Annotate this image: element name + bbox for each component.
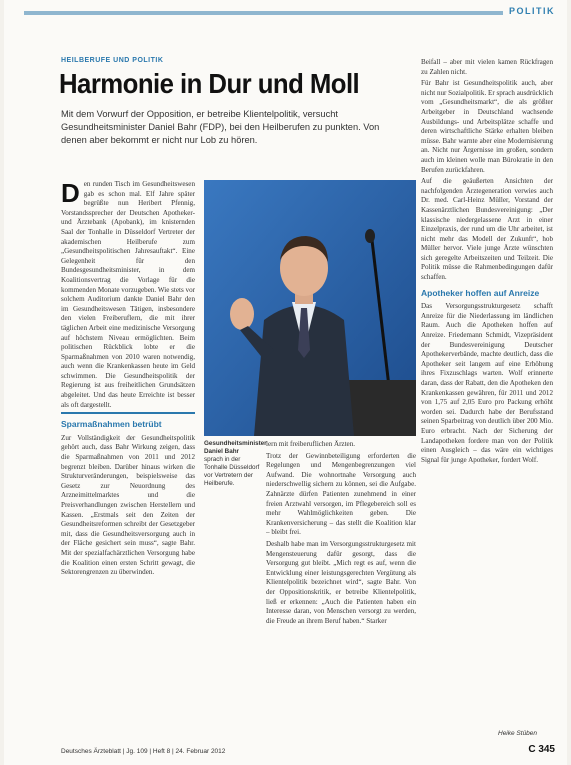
page-number: C 345 bbox=[528, 744, 555, 755]
footer-publication: Deutsches Ärzteblatt | Jg. 109 | Heft 8 | 24. Februar 2012 bbox=[61, 748, 226, 755]
drop-cap: D bbox=[61, 180, 80, 208]
paragraph: lern mit freiberuflichen Ärzten. bbox=[266, 440, 356, 448]
photo-caption bbox=[204, 440, 267, 488]
kicker: HEILBERUFE UND POLITIK bbox=[61, 57, 164, 64]
subheading: Sparmaßnahmen betrübt bbox=[61, 419, 162, 430]
article-column-2 bbox=[266, 440, 416, 740]
section-rule bbox=[24, 11, 503, 15]
separator-rule bbox=[61, 412, 195, 414]
magazine-page bbox=[4, 0, 567, 765]
paragraph: Zur Vollständigkeit der Gesundheitspolitik gehört auch, dass Bahr Wirkung zeigen, dass die Sparmaßnahmen von 2011 und 2012 begrenzt bleiben. Darüber hinaus wirken die Strukturveränderungen, beispielsweise das Gesetz zur Neuordnung des Arzneimittelmarktes und die Preisverhandlungen zwischen Herstellern und Kassen. „Erstmals seit den Zeiten der Gesundheitsreformen schreibt der Gesetzgeber mit, dass die Gesundheitsversorgung auch in der Fläche gesichert sein muss“, sagte Bahr. Mit der spezialfachärztlichen Versorgung habe die Koalition einen ersten Schritt gewagt, die Sektorengrenzen zu überwinden. bbox=[61, 433, 195, 577]
paragraph: Den runden Tisch im Gesundheitswesen gab es schon mal. Elf Jahre später begrüßte nun Heribert Pfennig, Vorstandssprecher der Deutschen Apotheker- und Ärztebank (Apobank), im knisternden Saal der Tonhalle in Düsseldorf Vertreter der akademischen Heilberufe zum „Gesundheitspolitischen Jahresauftakt“. Eine Gelegenheit für den Bundesgesundheitsminister, in dem Koalitionsvertrag die Vorlage für die kommenden Monate vorzugeben. Wie stets vor solchem Auditorium dankte Daniel Bahr den im Gesundheitswesen Tätigen, insbesondere den vielen Freiberuflern, die mit ihrer täglichen Arbeit eine medizinische Versorgung auf höchstem Niveau ermöglichten. Beim politischen Rückblick lobte er die Sparmaßnahmen von 2010 waren notwendig, auch wenn die Krankenkassen heute im Geld schwimmen. Die Gesundheitspolitik der Regierung ist aus freiheitlichen Grundsätzen abgeleitet. Und das heute Erreichte ist besser als oft dargestellt. bbox=[61, 180, 195, 409]
deck: Mit dem Vorwurf der Opposition, er betreibe Klientelpolitik, versucht Gesundheitsminister Daniel Bahr (FDP), bei den Heilberufen zu punkten. Von denen aber bekommt er nicht nur Lob zu hören. bbox=[61, 109, 380, 145]
paragraph: Beifall – aber mit vielen kamen Rückfragen zu Zahlen nicht. bbox=[421, 58, 553, 76]
author-byline: Heike Stüben bbox=[498, 730, 538, 737]
article-column-3 bbox=[421, 58, 553, 728]
article-column-1 bbox=[61, 180, 195, 740]
caption-title: Gesundheitsminister Daniel Bahr bbox=[204, 440, 267, 455]
paragraph: Das Versorgungsstrukturgesetz schafft Anreize für die Niederlassung im ländlichen Raum. Auch die Apotheken hoffen auf Anreize. Friedemann Schmidt, Vizepräsident der Bundesvereinigung Deutscher Apothekerverbände, machte deutlich, dass die Apotheker seit langem auf eine Erhöhung ihres Fixzuschlags warten. Wolf erinnerte daran, dass der Rabatt, den die Apotheken den Krankenkassen gewähren, für 2011 und 2012 von 1,75 auf 2,05 Euro pro Packung erhöht worden sei. Dadurch habe der Berufsstand seinen Sparbeitrag von deutlich über 200 Mio. Euro erbracht. Nach der Sicherung der Landapotheken fordere man von der Politik einen Ausgleich – das wäre ein wichtiges Signal für junge Apotheker, fordert Wolf. bbox=[421, 302, 553, 464]
paragraph: Trotz der Gewinnbeteiligung erforderten die Regelungen und Mengenbegrenzungen viel Aufwand. Die wohnortnahe Versorgung auch niederschwellig sichern zu können, sei die Aufgabe. Zahnärzte dürfen Patienten zunehmend in einer freien Arztwahl versorgen, im Pflegebereich soll es mehr Wahlmöglichkeiten geben. Die Krankenversicherung – das stellt die Koalition klar – bleibt frei. bbox=[266, 451, 416, 537]
headline: Harmonie in Dur und Moll bbox=[59, 68, 360, 99]
section-header bbox=[4, 4, 567, 22]
paragraph: Auf die geäußerten Ansichten der nachfolgenden Ärztegeneration verwies auch Dr. med. Carl-Heinz Müller, Vorstand der Kassenärztlichen Bundesvereinigung: „Der klassische niedergelassene Arzt in einer Einzelpraxis, der rund um die Uhr arbeitet, ist nicht mehr das Modell der Zukunft“, hob Müller hervor. Viele junge Ärzte wünschten sich geregelte Arbeitszeiten und Teilzeit. Die Politik müsse die Rahmenbedingungen dafür schaffen. bbox=[421, 177, 553, 282]
paragraph: Für Bahr ist Gesundheitspolitik auch, aber nicht nur Sozialpolitik. Er sprach ausdrücklich vom „Gesundheitsmarkt“, die als größter Arbeitgeber in Deutschland wachsende Ausbildungs- und Arbeitsplätze schaffe und deren wirtschaftliche Stärke erhalten bleiben müsse. Bahr warnte aber eine Modernisierung an. Nicht nur Ärgernisse im großen, sondern auch im kleinen wolle man Bürokratie in den Berufen zurückfahren. bbox=[421, 79, 553, 174]
photo-image bbox=[204, 180, 416, 436]
caption-text: sprach in der Tonhalle Düsseldorf vor Vertretern der Heilberufe. bbox=[204, 456, 260, 487]
section-label: POLITIK bbox=[509, 6, 555, 16]
article-photo bbox=[204, 180, 416, 436]
paragraph: Deshalb habe man im Versorgungsstrukturgesetz mit Mengensteuerung dafür gesorgt, dass die Versorgung gut bleibt. „Mich regt es auf, wenn die Entwicklung einer leistungsgerechten Vergütung als Klientelpolitik bezeichnet wird“, sagte Bahr. Von der Oppositionskritik, er betreibe Klientelpolitik, ließ er erkennen: „Auch die Patienten haben ein Interesse daran, von Menschen versorgt zu werden, die Freude an ihrem Beruf haben.“ Starker bbox=[266, 539, 416, 625]
subheading: Apotheker hoffen auf Anreize bbox=[421, 287, 540, 298]
